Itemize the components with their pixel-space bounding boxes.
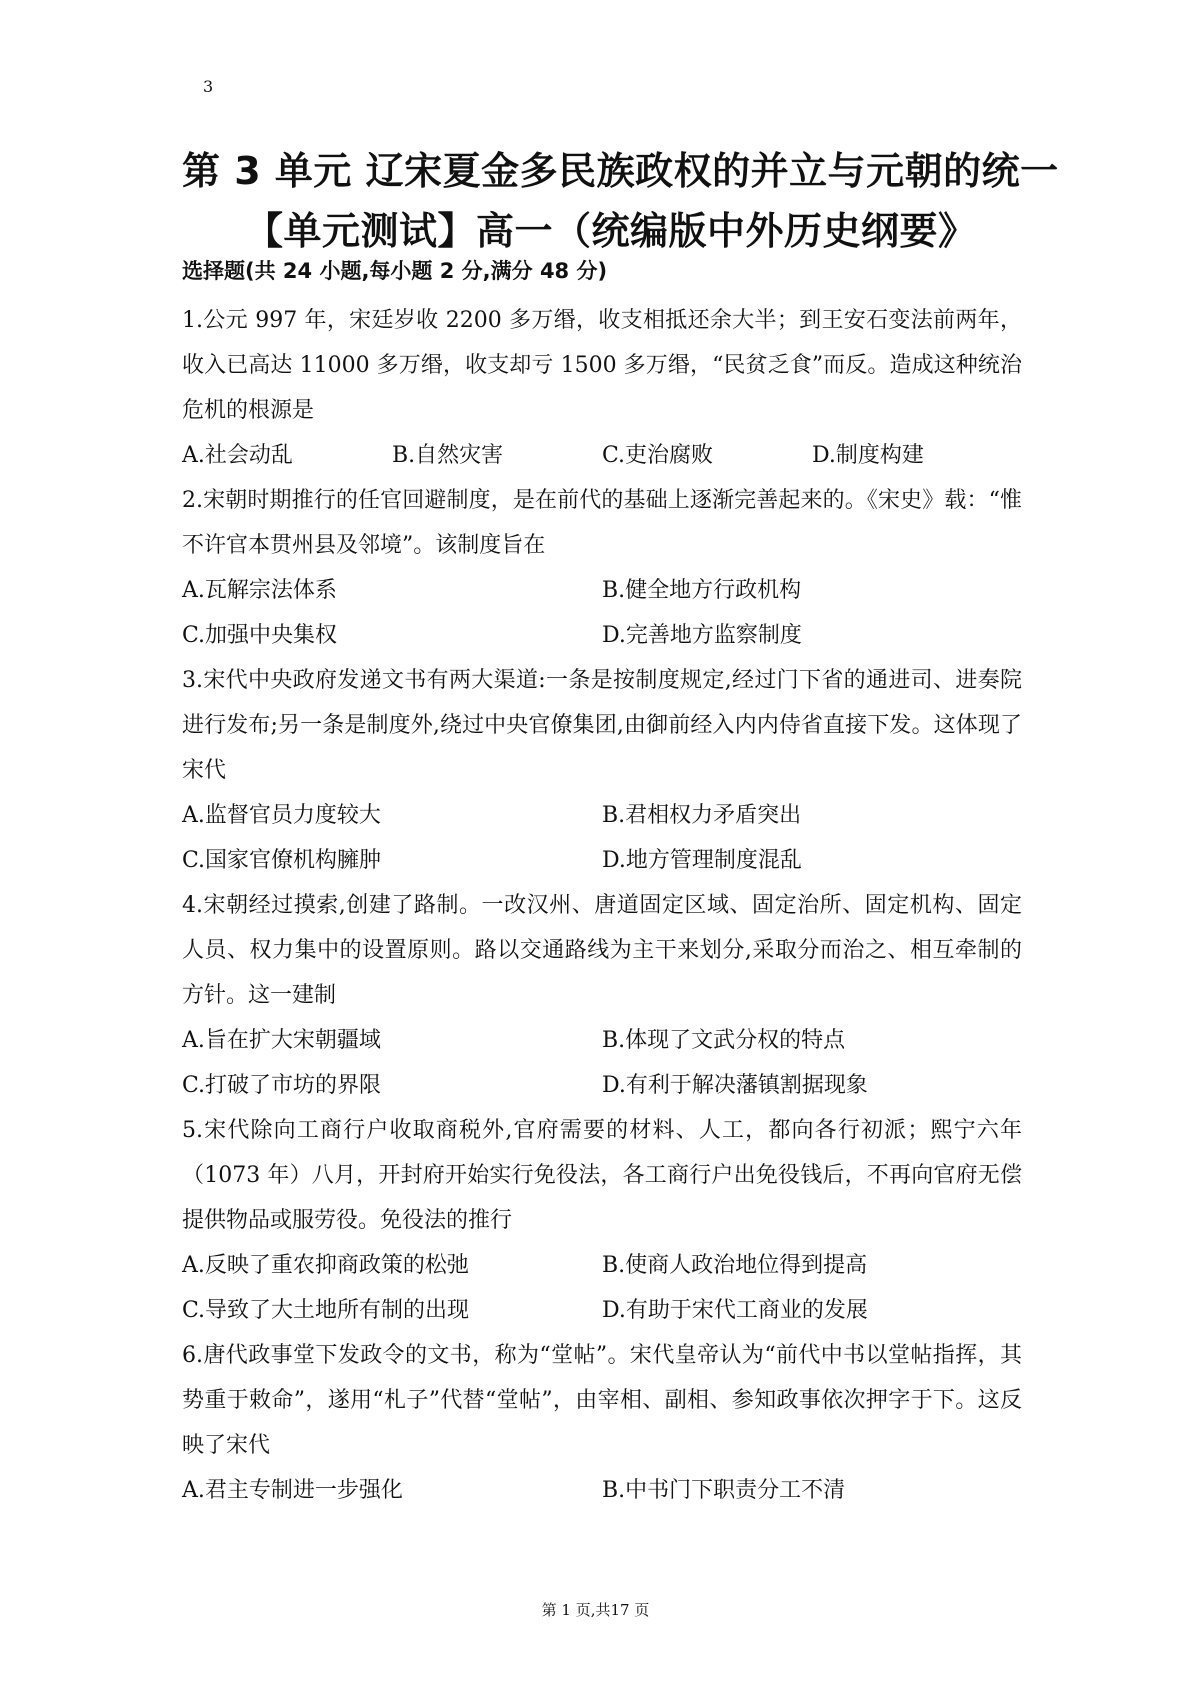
question-2: [182, 478, 1022, 658]
options-row: [182, 1288, 1022, 1333]
option-a: A.社会动乱: [182, 443, 293, 468]
option-b: B.自然灾害: [392, 443, 504, 468]
unit-subtitle: 【单元测试】高一（统编版中外历史纲要》: [245, 209, 977, 253]
option-c: C.加强中央集权: [182, 623, 338, 648]
question-1: [182, 298, 1022, 478]
questions-list: [182, 298, 1022, 1513]
options-row: [182, 793, 1022, 838]
question-stem: 3.宋代中央政府发递文书有两大渠道:一条是按制度规定,经过门下省的通进司、进奏院进行发布;另一条是制度外,绕过中央官僚集团,由御前经入内内侍省直接下发。这体现了宋代: [182, 668, 1022, 783]
page-footer: 第 1 页,共17 页: [541, 1601, 650, 1619]
option-b: B.体现了文武分权的特点: [602, 1028, 846, 1053]
option-d: D.地方管理制度混乱: [602, 848, 802, 873]
options-row: [182, 838, 1022, 883]
options-row: [182, 1243, 1022, 1288]
question-3: [182, 658, 1022, 883]
option-b: B.中书门下职责分工不清: [602, 1478, 846, 1503]
option-a: A.君主专制进一步强化: [182, 1478, 403, 1503]
question-5: [182, 1108, 1022, 1333]
options-row: [182, 613, 1022, 658]
options-row: [182, 1468, 1022, 1513]
unit-title: 第 3 单元 辽宋夏金多民族政权的并立与元朝的统一: [182, 149, 1059, 193]
option-c: C.打破了市坊的界限: [182, 1073, 382, 1098]
option-a: A.反映了重农抑商政策的松弛: [182, 1253, 469, 1278]
options-row: [182, 1018, 1022, 1063]
option-c: C.国家官僚机构臃肿: [182, 848, 382, 873]
option-d: D.有助于宋代工商业的发展: [602, 1298, 868, 1323]
option-a: A.监督官员力度较大: [182, 803, 381, 828]
option-c: C.导致了大土地所有制的出现: [182, 1298, 470, 1323]
option-c: C.吏治腐败: [602, 443, 714, 468]
question-stem: 6.唐代政事堂下发政令的文书，称为“堂帖”。宋代皇帝认为“前代中书以堂帖指挥，其势重于敕命”，遂用“札子”代替“堂帖”，由宰相、副相、参知政事依次押字于下。这反映了宋代: [182, 1343, 1022, 1458]
option-b: B.使商人政治地位得到提高: [602, 1253, 868, 1278]
section-heading: 选择题(共 24 小题,每小题 2 分,满分 48 分): [182, 259, 608, 283]
option-a: A.旨在扩大宋朝疆域: [182, 1028, 381, 1053]
question-stem: 2.宋朝时期推行的任官回避制度，是在前代的基础上逐渐完善起来的。《宋史》载：“惟不许官本贯州县及邻境”。该制度旨在: [182, 488, 1022, 558]
question-stem: 4.宋朝经过摸索,创建了路制。一改汉州、唐道固定区域、固定治所、固定机构、固定人员、权力集中的设置原则。路以交通路线为主干来划分,采取分而治之、相互牵制的方针。这一建制: [182, 893, 1022, 1008]
option-d: D.制度构建: [812, 443, 924, 468]
option-b: B.健全地方行政机构: [602, 578, 802, 603]
options-row: [182, 1063, 1022, 1108]
options-row: [182, 568, 1022, 613]
option-a: A.瓦解宗法体系: [182, 578, 337, 603]
question-stem: 1.公元 997 年，宋廷岁收 2200 多万缗，收支相抵还余大半；到王安石变法前两年，收入已高达 11000 多万缗，收支却亏 1500 多万缗，“民贫乏食”而反。造成这种统治危机的根源是: [182, 308, 1022, 423]
options-row: [182, 433, 1022, 478]
page-corner-number: 3: [203, 77, 214, 96]
option-d: D.有利于解决藩镇割据现象: [602, 1073, 868, 1098]
question-6: [182, 1333, 1022, 1513]
option-d: D.完善地方监察制度: [602, 623, 802, 648]
question-4: [182, 883, 1022, 1108]
question-stem: 5.宋代除向工商行户收取商税外,官府需要的材料、人工，都向各行初派；熙宁六年（1073 年）八月，开封府开始实行免役法，各工商行户出免役钱后，不再向官府无偿提供物品或服劳役。免役法的推行: [182, 1118, 1022, 1233]
option-b: B.君相权力矛盾突出: [602, 803, 802, 828]
